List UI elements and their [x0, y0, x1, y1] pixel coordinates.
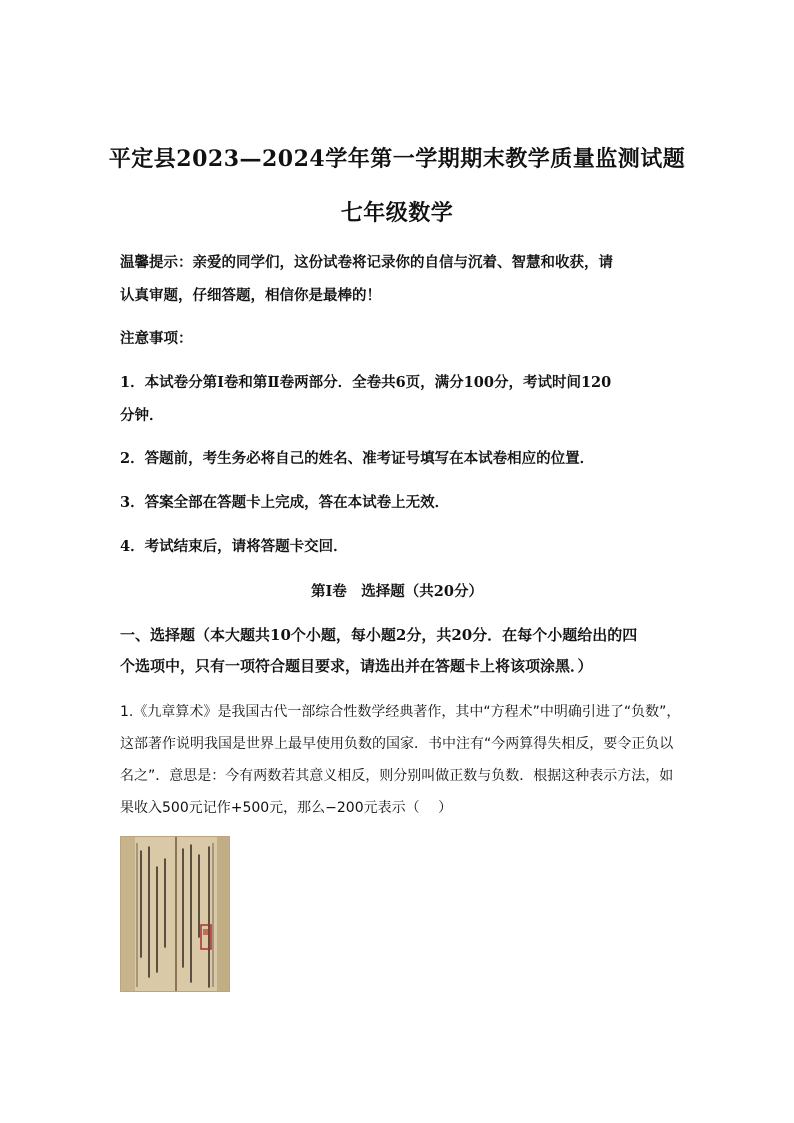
note-item-1-line-2: 分钟．	[120, 407, 164, 424]
note-item-4: 4．考试结束后，请将答题卡交回．	[120, 538, 348, 555]
exam-title: 平定县2023—2024学年第一学期期末教学质量监测试题	[108, 146, 686, 172]
question-1-line-1: 1.《九章算术》是我国古代一部综合性数学经典著作，其中“方程术”中明确引进了“负数”，	[120, 704, 680, 720]
notes-heading: 注意事项：	[120, 330, 193, 347]
exam-subtitle: 七年级数学	[340, 200, 454, 226]
note-item-3: 3．答案全部在答题卡上完成，答在本试卷上无效．	[120, 494, 450, 511]
ancient-book-illustration	[121, 837, 230, 992]
section-instruction-line-2: 个选项中，只有一项符合题目要求，请选出并在答题卡上将该项涂黑．）	[120, 657, 593, 675]
tip-line-1: 温馨提示：亲爱的同学们，这份试卷将记录你的自信与沉着、智慧和收获，请	[120, 254, 613, 271]
question-1-line-2: 这部著作说明我国是世界上最早使用负数的国家．书中注有“今两算得失相反，要令正负以	[120, 736, 674, 752]
section-instruction-line-1: 一、选择题（本大题共10个小题，每小题2分，共20分．在每个小题给出的四	[120, 626, 638, 644]
note-item-2: 2．答题前，考生务必将自己的姓名、准考证号填写在本试卷相应的位置．	[120, 450, 595, 467]
section-title: 第Ⅰ卷 选择题（共20分）	[311, 583, 483, 600]
question-1-line-4: 果收入500元记作+500元，那么−200元表示（ ）	[120, 800, 453, 816]
ancient-book-image	[120, 836, 230, 992]
question-1-line-3: 名之”．意思是：今有两数若其意义相反，则分别叫做正数与负数．根据这种表示方法，如	[120, 768, 674, 784]
tip-line-2: 认真审题，仔细答题，相信你是最棒的！	[120, 287, 381, 304]
note-item-1-line-1: 1．本试卷分第Ⅰ卷和第Ⅱ卷两部分．全卷共6页，满分100分，考试时间120	[120, 374, 612, 391]
